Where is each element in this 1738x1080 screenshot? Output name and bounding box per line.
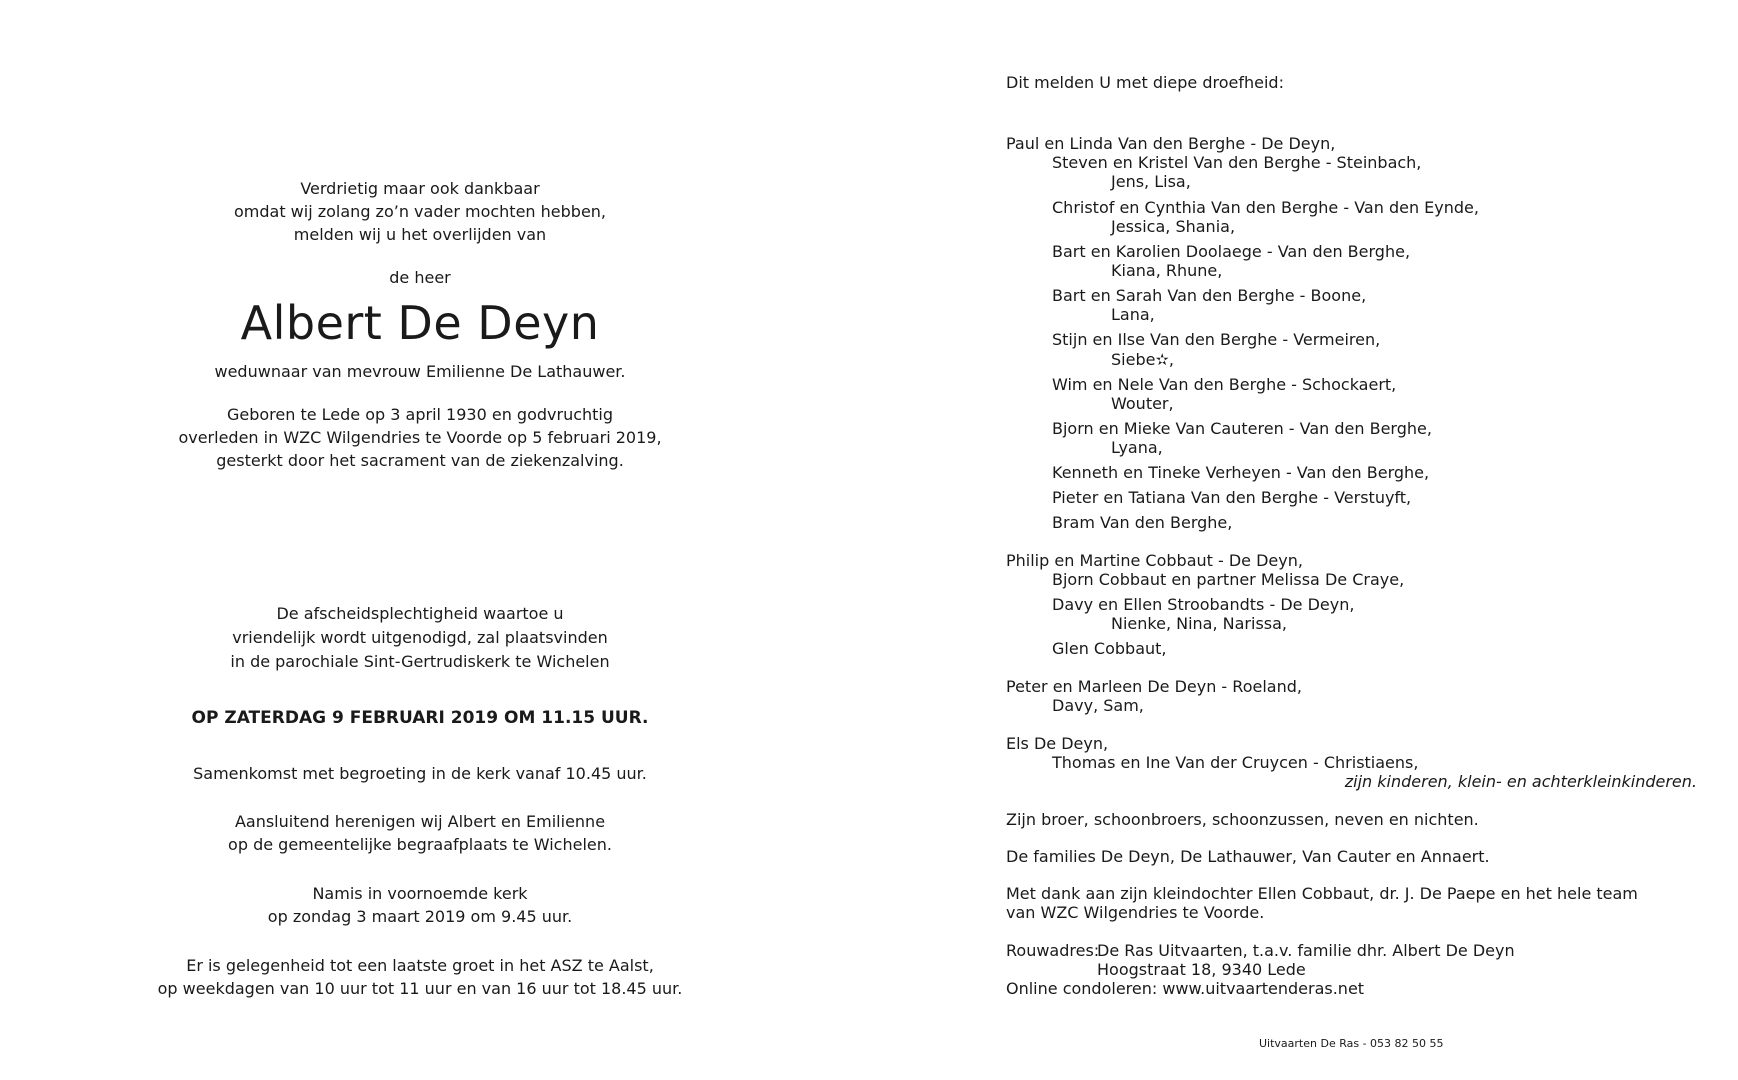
intro-line: omdat wij zolang zo’n vader mochten hebben, [233, 202, 607, 221]
mass-line: Namis in voornoemde kerk [312, 884, 528, 903]
family-member: Nienke, Nina, Narissa, [1111, 614, 1287, 633]
family-member: Paul en Linda Van den Berghe - De Deyn, [1006, 134, 1336, 153]
birth-line: gesterkt door het sacrament van de ziekenzalving. [216, 451, 624, 470]
family-member: Siebe✫, [1111, 350, 1174, 369]
burial-line: Aansluitend herenigen wij Albert en Emilienne [234, 812, 606, 831]
announcement-heading: Dit melden U met diepe droefheid: [1006, 73, 1284, 92]
intro-line: Verdrietig maar ook dankbaar [300, 179, 540, 198]
family-member: Stijn en Ilse Van den Berghe - Vermeiren, [1052, 330, 1381, 349]
family-member: Bart en Sarah Van den Berghe - Boone, [1052, 286, 1367, 305]
title-line: de heer [389, 268, 451, 287]
family-member: Davy en Ellen Stroobandts - De Deyn, [1052, 595, 1355, 614]
family-member: Peter en Marleen De Deyn - Roeland, [1006, 677, 1302, 696]
birth-line: overleden in WZC Wilgendries te Voorde op 5 februari 2019, [178, 428, 662, 447]
gathering-line: Samenkomst met begroeting in de kerk vanaf 10.45 uur. [193, 764, 647, 783]
family-member: Jessica, Shania, [1111, 217, 1236, 236]
family-member: Philip en Martine Cobbaut - De Deyn, [1006, 551, 1303, 570]
birth-line: Geboren te Lede op 3 april 1930 en godvruchtig [226, 405, 614, 424]
ceremony-date: OP ZATERDAG 9 FEBRUARI 2019 OM 11.15 UUR. [191, 708, 649, 728]
visit-line: op weekdagen van 10 uur tot 11 uur en van 16 uur tot 18.45 uur. [157, 979, 683, 998]
family-member: Jens, Lisa, [1111, 172, 1191, 191]
ceremony-line: De afscheidsplechtigheid waartoe u [276, 604, 564, 623]
family-member: Wim en Nele Van den Berghe - Schockaert, [1052, 375, 1397, 394]
family-member: Els De Deyn, [1006, 734, 1109, 753]
family-member: Bjorn Cobbaut en partner Melissa De Craye, [1052, 570, 1405, 589]
burial-line: op de gemeentelijke begraafplaats te Wichelen. [228, 835, 612, 854]
family-member: Steven en Kristel Van den Berghe - Steinbach, [1052, 153, 1422, 172]
siblings-line: Zijn broer, schoonbroers, schoonzussen, neven en nichten. [1006, 810, 1479, 829]
widower-line: weduwnaar van mevrouw Emilienne De Lathauwer. [214, 362, 626, 381]
family-member: Glen Cobbaut, [1052, 639, 1167, 658]
thanks-line: van WZC Wilgendries te Voorde. [1006, 903, 1265, 922]
family-member: Bart en Karolien Doolaege - Van den Berghe, [1052, 242, 1411, 261]
family-member: Wouter, [1111, 394, 1174, 413]
family-member: Davy, Sam, [1052, 696, 1144, 715]
deceased-name: Albert De Deyn [240, 296, 600, 350]
family-member: Bjorn en Mieke Van Cauteren - Van den Berghe, [1052, 419, 1432, 438]
visit-line: Er is gelegenheid tot een laatste groet in het ASZ te Aalst, [186, 956, 654, 975]
family-member: Lana, [1111, 305, 1155, 324]
family-member: Thomas en Ine Van der Cruycen - Christiaens, [1052, 753, 1419, 772]
family-member: Kiana, Rhune, [1111, 261, 1223, 280]
families-line: De families De Deyn, De Lathauwer, Van Cauter en Annaert. [1006, 847, 1490, 866]
right-page [869, 0, 1738, 1080]
thanks-line: Met dank aan zijn kleindochter Ellen Cobbaut, dr. J. De Paepe en het hele team [1006, 884, 1638, 903]
ceremony-line: in de parochiale Sint-Gertrudiskerk te Wichelen [230, 652, 610, 671]
address-line: Hoogstraat 18, 9340 Lede [1097, 960, 1306, 979]
address-label: Rouwadres: [1006, 941, 1100, 960]
online-condolence-link[interactable]: Online condoleren: www.uitvaartenderas.net [1006, 979, 1365, 998]
intro-line: melden wij u het overlijden van [293, 225, 547, 244]
ceremony-line: vriendelijk wordt uitgenodigd, zal plaatsvinden [232, 628, 608, 647]
mass-line: op zondag 3 maart 2019 om 9.45 uur. [267, 907, 573, 926]
family-member: Lyana, [1111, 438, 1163, 457]
family-member: Kenneth en Tineke Verheyen - Van den Berghe, [1052, 463, 1430, 482]
family-member: Christof en Cynthia Van den Berghe - Van den Eynde, [1052, 198, 1479, 217]
family-closing: zijn kinderen, klein- en achterkleinkinderen. [1344, 772, 1697, 791]
address-line: De Ras Uitvaarten, t.a.v. familie dhr. Albert De Deyn [1097, 941, 1515, 960]
funeral-home-footer: Uitvaarten De Ras - 053 82 50 55 [1259, 1037, 1444, 1050]
family-member: Bram Van den Berghe, [1052, 513, 1233, 532]
family-member: Pieter en Tatiana Van den Berghe - Verstuyft, [1052, 488, 1412, 507]
